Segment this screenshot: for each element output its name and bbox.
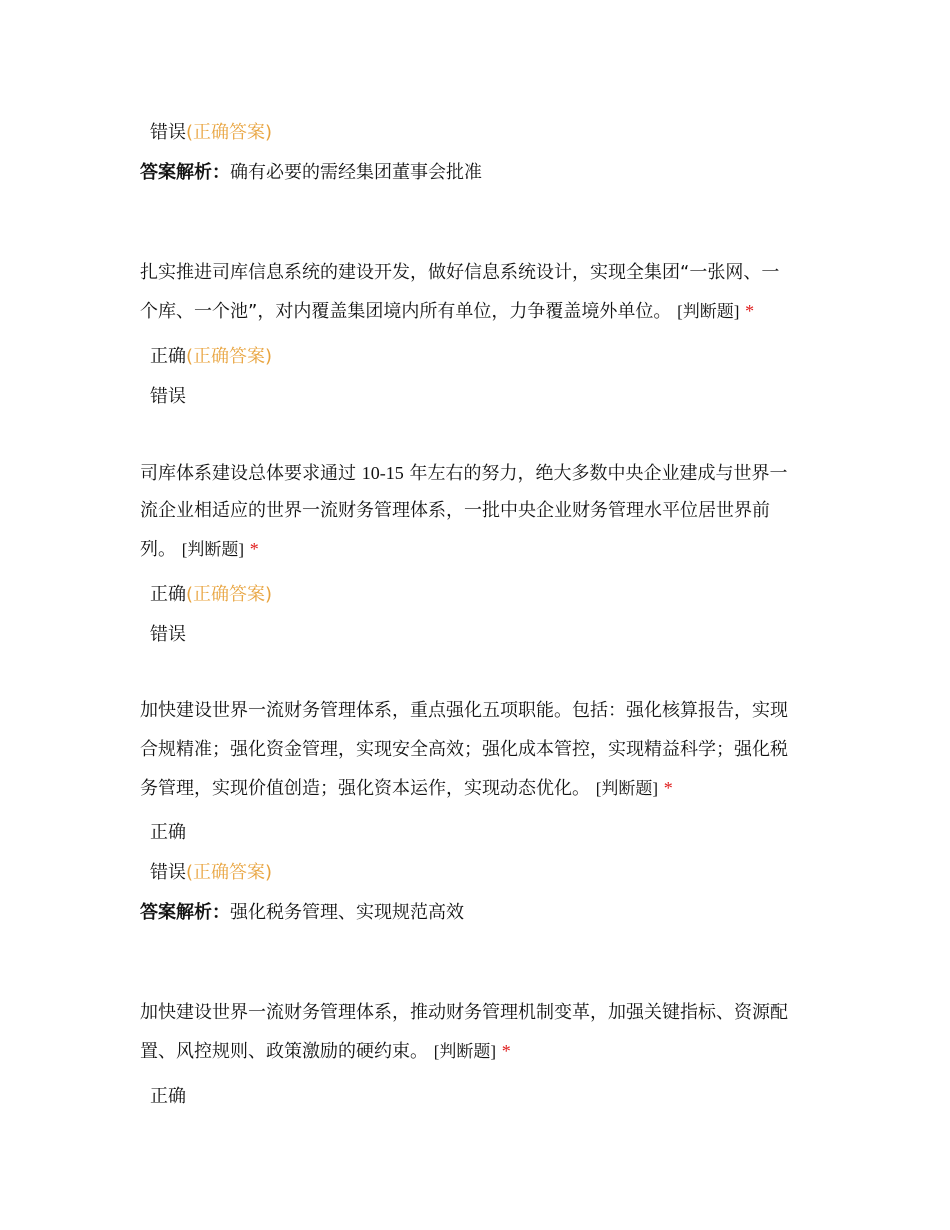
- option-wrong[interactable]: [150, 862, 272, 884]
- required-mark: *: [249, 539, 259, 559]
- option-correct[interactable]: [150, 346, 272, 368]
- option-correct[interactable]: [150, 584, 272, 606]
- question-text: 务管理，实现价值创造；强化资本运作，实现动态优化。: [140, 778, 590, 799]
- option-label: 错误: [150, 386, 186, 407]
- question-text: 个库、一个池”，对内覆盖集团境内所有单位，力争覆盖境外单位。: [140, 301, 672, 322]
- correct-answer-marker: (正确答案): [186, 584, 273, 605]
- option-label: 错误: [150, 122, 186, 143]
- answer-analysis: [140, 902, 464, 924]
- analysis-label: 答案解析：: [140, 902, 230, 923]
- option-wrong[interactable]: [150, 122, 272, 144]
- option-label: 正确: [150, 822, 186, 843]
- option-wrong[interactable]: [150, 624, 186, 646]
- analysis-text: 确有必要的需经集团董事会批准: [230, 162, 482, 183]
- required-mark: *: [663, 778, 673, 798]
- analysis-text: 强化税务管理、实现规范高效: [230, 902, 464, 923]
- question-type-tag: [判断题]: [433, 1042, 497, 1061]
- option-label: 错误: [150, 862, 186, 883]
- correct-answer-marker: (正确答案): [186, 346, 273, 367]
- question-number-range: 10-15: [361, 463, 404, 483]
- option-label: 正确: [150, 584, 186, 605]
- question-text-line: [140, 777, 673, 800]
- option-label: 错误: [150, 624, 186, 645]
- answer-analysis: [140, 162, 482, 184]
- question-text-line: [140, 1040, 511, 1063]
- required-mark: *: [745, 301, 755, 321]
- question-text: 置、风控规则、政策激励的硬约束。: [140, 1041, 428, 1062]
- question-text-line: 扎实推进司库信息系统的建设开发，做好信息系统设计，实现全集团“一张网、一: [140, 262, 780, 283]
- question-text-line: 流企业相适应的世界一流财务管理体系，一批中央企业财务管理水平位居世界前: [140, 500, 770, 521]
- question-text-line: [140, 300, 754, 323]
- question-text: 司库体系建设总体要求通过: [140, 463, 356, 484]
- correct-answer-marker: (正确答案): [186, 862, 273, 883]
- option-label: 正确: [150, 1086, 186, 1107]
- question-text-line: 加快建设世界一流财务管理体系，推动财务管理机制变革，加强关键指标、资源配: [140, 1002, 788, 1023]
- required-mark: *: [501, 1041, 511, 1061]
- question-text: 列。: [140, 539, 176, 560]
- option-label: 正确: [150, 346, 186, 367]
- question-text: 年左右的努力，绝大多数中央企业建成与世界一: [409, 463, 788, 484]
- option-correct[interactable]: [150, 822, 186, 844]
- analysis-label: 答案解析：: [140, 162, 230, 183]
- option-correct[interactable]: [150, 1086, 186, 1108]
- option-wrong[interactable]: [150, 386, 186, 408]
- question-text-line: [140, 538, 259, 561]
- question-type-tag: [判断题]: [595, 779, 659, 798]
- question-type-tag: [判断题]: [677, 302, 740, 321]
- question-text-line: 合规精准；强化资金管理，实现安全高效；强化成本管控，实现精益科学；强化税: [140, 739, 788, 760]
- question-text-line: 加快建设世界一流财务管理体系，重点强化五项职能。包括：强化核算报告，实现: [140, 700, 788, 721]
- question-type-tag: [判断题]: [181, 540, 245, 559]
- correct-answer-marker: (正确答案): [186, 122, 273, 143]
- question-text-line: [140, 462, 787, 485]
